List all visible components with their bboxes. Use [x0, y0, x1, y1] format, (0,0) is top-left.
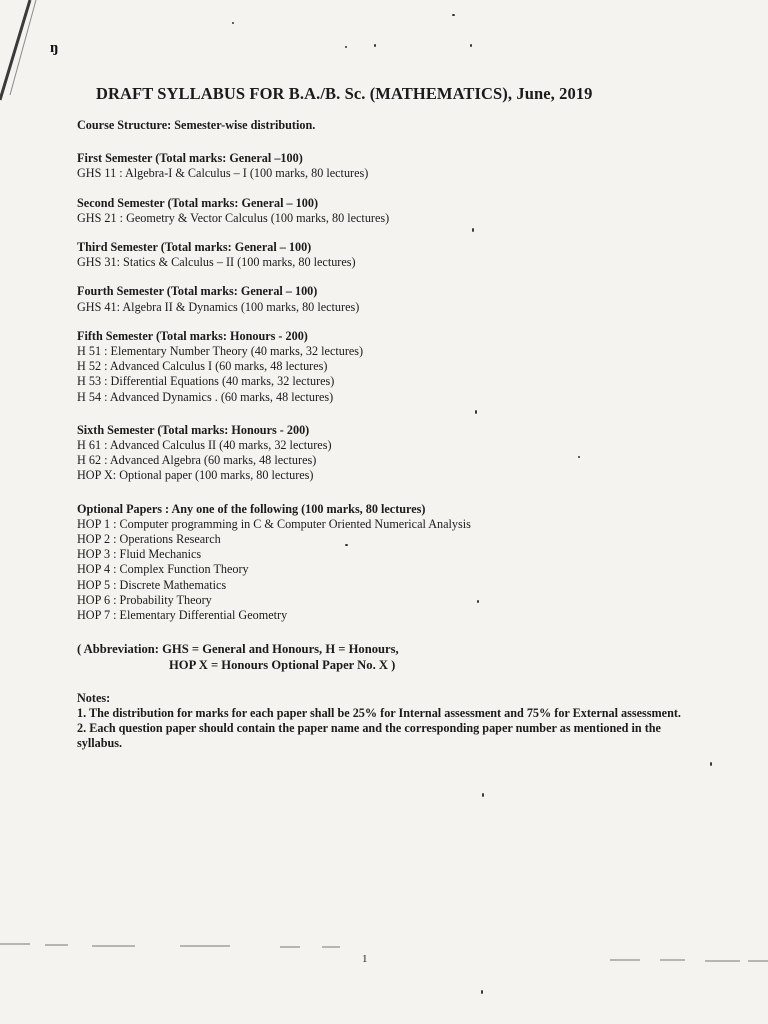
note-item: 2. Each question paper should contain the paper name and the corresponding paper number as mentioned in the syllabus.: [77, 720, 661, 750]
paper-line: GHS 31: Statics & Calculus – II (100 marks, 80 lectures): [77, 255, 356, 270]
scan-speck: [470, 44, 472, 47]
scan-speck: [232, 22, 234, 24]
paper-line: HOP 7 : Elementary Differential Geometry: [77, 608, 288, 623]
scan-speck: [477, 600, 479, 603]
scan-speck: [710, 762, 712, 766]
page-number: 1: [362, 953, 368, 965]
semester-heading: First Semester (Total marks: General –100): [77, 151, 303, 166]
paper-line: H 52 : Advanced Calculus I (60 marks, 48 lectures): [77, 359, 328, 374]
paper-line: GHS 21 : Geometry & Vector Calculus (100 marks, 80 lectures): [77, 210, 390, 225]
semester-1: [77, 151, 687, 181]
semester-5: [77, 329, 687, 405]
paper-line: HOP 6 : Probability Theory: [77, 592, 212, 607]
abbreviation-line: ( Abbreviation: GHS = General and Honours, H = Honours,: [77, 642, 399, 657]
scan-speck: [345, 544, 348, 546]
scan-speck: [345, 46, 347, 48]
optional-heading: Optional Papers : Any one of the following (100 marks, 80 lectures): [77, 501, 426, 516]
paper-line: H 53 : Differential Equations (40 marks, 32 lectures): [77, 374, 335, 389]
paper-line: HOP 3 : Fluid Mechanics: [77, 547, 202, 562]
paper-line: H 51 : Elementary Number Theory (40 marks, 32 lectures): [77, 344, 364, 359]
abbreviation-block: [77, 641, 687, 673]
semester-heading: Third Semester (Total marks: General – 100): [77, 240, 312, 255]
paper-line: H 54 : Advanced Dynamics . (60 marks, 48 lectures): [77, 389, 334, 404]
note-item: 1. The distribution for marks for each paper shall be 25% for Internal assessment and 75% for External assessment.: [77, 706, 681, 721]
paper-line: H 62 : Advanced Algebra (60 marks, 48 lectures): [77, 453, 317, 468]
corner-mark: ŋ: [50, 40, 59, 56]
paper-line: HOP 2 : Operations Research: [77, 532, 221, 547]
paper-line: GHS 41: Algebra II & Dynamics (100 marks, 80 lectures): [77, 299, 360, 314]
paper-line: GHS 11 : Algebra-I & Calculus – I (100 marks, 80 lectures): [77, 166, 369, 181]
semester-heading: Sixth Semester (Total marks: Honours - 200): [77, 422, 310, 437]
notes-heading: Notes:: [77, 691, 111, 706]
scan-speck: [578, 456, 580, 458]
course-structure-heading: Course Structure: Semester-wise distribution.: [77, 118, 316, 132]
notes-block: [77, 691, 687, 750]
semester-heading: Fourth Semester (Total marks: General – 100): [77, 284, 318, 299]
scan-speck: [472, 228, 474, 232]
syllabus-body: [77, 118, 687, 750]
optional-papers: [77, 502, 687, 624]
paper-line: HOP 5 : Discrete Mathematics: [77, 577, 227, 592]
semester-3: [77, 240, 687, 270]
semester-4: [77, 284, 687, 314]
semester-heading: Fifth Semester (Total marks: Honours - 200): [77, 328, 308, 343]
paper-line: HOP 4 : Complex Function Theory: [77, 562, 249, 577]
semester-6: [77, 423, 687, 484]
scan-speck: [482, 793, 484, 797]
abbreviation-line: HOP X = Honours Optional Paper No. X ): [169, 658, 396, 673]
paper-line: HOP X: Optional paper (100 marks, 80 lectures): [77, 468, 314, 483]
scan-speck: [481, 990, 483, 994]
semester-heading: Second Semester (Total marks: General – 100): [77, 195, 319, 210]
scan-speck: [374, 44, 376, 47]
scan-dash-artifacts: [0, 940, 768, 970]
scan-speck: [475, 410, 477, 414]
paper-line: H 61 : Advanced Calculus II (40 marks, 32 lectures): [77, 438, 332, 453]
scan-speck: [452, 14, 455, 16]
document-title: DRAFT SYLLABUS FOR B.A./B. Sc. (MATHEMATICS), June, 2019: [96, 84, 593, 103]
paper-line: HOP 1 : Computer programming in C & Computer Oriented Numerical Analysis: [77, 516, 471, 531]
semester-2: [77, 196, 687, 226]
